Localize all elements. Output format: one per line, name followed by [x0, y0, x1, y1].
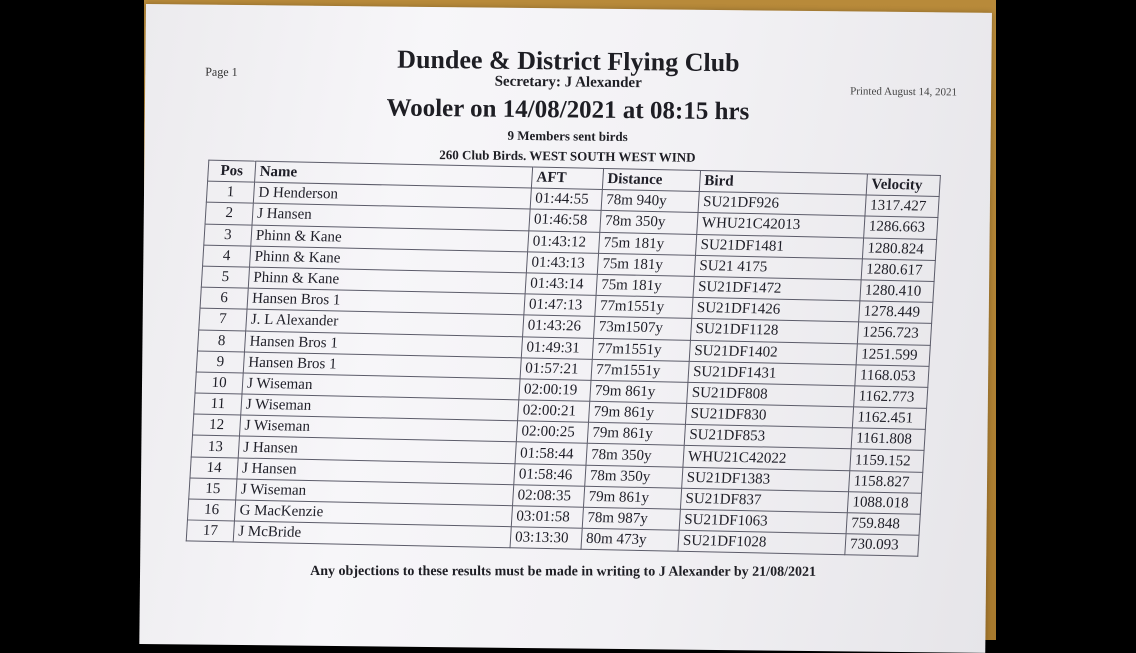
cell-distance: 79m 861y [589, 401, 687, 424]
cell-aft: 02:00:21 [518, 400, 590, 423]
cell-bird: SU21DF1383 [682, 467, 850, 492]
cell-pos: 17 [186, 520, 234, 542]
cell-velocity: 1162.773 [854, 386, 928, 409]
cell-velocity: 1278.449 [859, 301, 933, 324]
cell-aft: 01:43:14 [525, 273, 597, 296]
cell-name: Hansen Bros 1 [244, 331, 522, 358]
cell-name: J Wiseman [242, 373, 520, 400]
cell-velocity: 1280.824 [862, 237, 936, 260]
cell-bird: SU21DF830 [685, 403, 853, 428]
cell-aft: 01:43:12 [528, 230, 600, 253]
cell-name: Phinn & Kane [250, 246, 528, 273]
cell-name: J. L Alexander [246, 309, 524, 336]
cell-distance: 78m 987y [582, 507, 680, 530]
cell-pos: 8 [198, 330, 246, 352]
cell-bird: SU21DF1128 [690, 319, 858, 344]
cell-aft: 01:46:58 [529, 209, 601, 232]
cell-distance: 73m1507y [594, 317, 692, 340]
cell-velocity: 1251.599 [856, 343, 930, 366]
cell-bird: SU21DF1481 [696, 234, 864, 259]
results-table [186, 160, 941, 557]
cell-name: Hansen Bros 1 [247, 288, 525, 315]
cell-velocity: 759.848 [846, 513, 920, 536]
cell-name: Phinn & Kane [248, 267, 526, 294]
cell-distance: 78m 940y [601, 190, 699, 213]
cell-bird: SU21DF1402 [689, 340, 857, 365]
cell-velocity: 1286.663 [864, 216, 938, 239]
cell-distance: 79m 861y [583, 486, 681, 509]
cell-name: J Wiseman [236, 479, 514, 506]
cell-name: Phinn & Kane [251, 225, 529, 252]
cell-velocity: 730.093 [845, 534, 919, 557]
cell-bird: SU21DF837 [680, 488, 848, 513]
cell-distance: 75m 181y [597, 253, 695, 276]
cell-aft: 01:49:31 [521, 336, 593, 359]
cell-pos: 4 [203, 245, 251, 267]
cell-pos: 1 [206, 181, 254, 203]
cell-aft: 01:43:26 [523, 315, 595, 338]
cell-aft: 03:13:30 [510, 527, 582, 550]
cell-name: D Henderson [253, 182, 531, 209]
cell-bird: SU21DF1426 [692, 298, 860, 323]
cell-pos: 6 [200, 287, 248, 309]
cell-distance: 78m 350y [586, 444, 684, 467]
cell-velocity: 1088.018 [847, 492, 921, 515]
cell-pos: 2 [205, 203, 253, 225]
cell-aft: 01:58:46 [514, 463, 586, 486]
cell-name: J McBride [233, 521, 511, 548]
cell-name: J Wiseman [239, 415, 517, 442]
cell-bird: SU21DF1472 [693, 276, 861, 301]
cell-velocity: 1280.410 [860, 280, 934, 303]
cell-name: G MacKenzie [234, 500, 512, 527]
secretary: Secretary: J Alexander [494, 73, 642, 92]
cell-distance: 79m 861y [587, 423, 685, 446]
header-name: Name [255, 161, 533, 188]
race-title: Wooler on 14/08/2021 at 08:15 hrs [386, 94, 750, 126]
cell-distance: 77m1551y [592, 338, 690, 361]
cell-aft: 02:00:19 [519, 379, 591, 402]
cell-name: J Hansen [238, 436, 516, 463]
cell-pos: 16 [187, 499, 235, 521]
birds-and-wind: 260 Club Birds. WEST SOUTH WEST WIND [439, 147, 696, 165]
cell-aft: 01:44:55 [530, 188, 602, 211]
cell-distance: 78m 350y [585, 465, 683, 488]
cell-aft: 01:58:44 [515, 442, 587, 465]
objections-note: Any objections to these results must be made in writing to J Alexander by 21/08/2021 [310, 563, 816, 580]
cell-velocity: 1317.427 [865, 195, 939, 218]
cell-distance: 77m1551y [595, 295, 693, 318]
cell-pos: 14 [190, 457, 238, 479]
cell-distance: 75m 181y [596, 274, 694, 297]
cell-bird: SU21DF1063 [679, 509, 847, 534]
cell-aft: 02:08:35 [513, 485, 585, 508]
cell-distance: 80m 473y [581, 528, 679, 551]
cell-aft: 01:43:13 [526, 252, 598, 275]
club-name: Dundee & District Flying Club [397, 44, 740, 78]
cell-pos: 9 [196, 351, 244, 373]
cell-aft: 01:47:13 [524, 294, 596, 317]
page-number: Page 1 [205, 64, 238, 79]
cell-pos: 11 [194, 393, 242, 415]
header-velocity: Velocity [866, 174, 940, 197]
cell-bird: WHU21C42013 [697, 213, 865, 238]
cell-distance: 78m 350y [600, 211, 698, 234]
cell-distance: 79m 861y [590, 380, 688, 403]
cell-pos: 5 [201, 266, 249, 288]
cell-velocity: 1159.152 [850, 449, 924, 472]
printed-date: Printed August 14, 2021 [850, 85, 958, 99]
header-bird: Bird [699, 170, 867, 195]
cell-bird: SU21DF1028 [678, 530, 846, 555]
header-aft: AFT [531, 167, 603, 190]
cell-velocity: 1158.827 [849, 470, 923, 493]
cell-name: Hansen Bros 1 [243, 352, 521, 379]
cell-pos: 3 [204, 224, 252, 246]
cell-pos: 12 [192, 414, 240, 436]
cell-name: J Hansen [237, 458, 515, 485]
cell-bird: SU21DF808 [687, 382, 855, 407]
cell-velocity: 1256.723 [857, 322, 931, 345]
cell-pos: 7 [199, 308, 247, 330]
cell-pos: 15 [189, 478, 237, 500]
cell-bird: SU21DF1431 [688, 361, 856, 386]
header-distance: Distance [602, 168, 700, 191]
cell-aft: 01:57:21 [520, 358, 592, 381]
cell-bird: WHU21C42022 [683, 446, 851, 471]
cell-velocity: 1280.617 [861, 259, 935, 282]
members-sent: 9 Members sent birds [507, 127, 628, 145]
cell-aft: 03:01:58 [511, 506, 583, 529]
cell-bird: SU21DF853 [684, 425, 852, 450]
header-pos: Pos [208, 160, 256, 182]
cell-distance: 77m1551y [591, 359, 689, 382]
cell-velocity: 1161.808 [851, 428, 925, 451]
cell-bird: SU21 4175 [694, 255, 862, 280]
cell-velocity: 1162.451 [852, 407, 926, 430]
cell-velocity: 1168.053 [855, 365, 929, 388]
cell-aft: 02:00:25 [516, 421, 588, 444]
cell-bird: SU21DF926 [698, 192, 866, 217]
cell-name: J Wiseman [241, 394, 519, 421]
cell-pos: 13 [191, 435, 239, 457]
results-sheet [139, 4, 992, 653]
cell-name: J Hansen [252, 204, 530, 231]
cell-pos: 10 [195, 372, 243, 394]
cell-distance: 75m 181y [599, 232, 697, 255]
